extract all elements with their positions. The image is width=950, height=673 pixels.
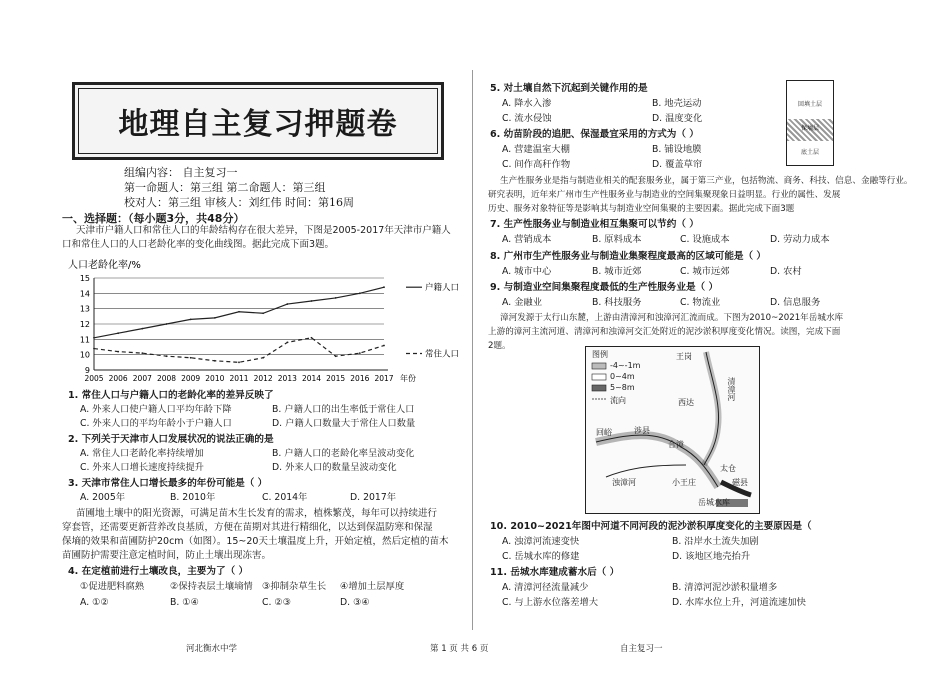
chart-point bbox=[166, 355, 168, 357]
map-place-wanggang: 王岗 bbox=[676, 352, 692, 361]
q4-item-4: ④增加土层厚度 bbox=[340, 581, 405, 592]
q2-option-a[interactable]: A. 常住人口老龄化率持续增加 bbox=[80, 448, 204, 459]
q1-option-d[interactable]: D. 户籍人口数量大于常住人口数量 bbox=[272, 418, 416, 429]
q4-item-1: ①促进肥料腐熟 bbox=[80, 581, 145, 592]
q8-option-c[interactable]: C. 城市远郊 bbox=[680, 266, 730, 277]
q6-option-b[interactable]: B. 铺设地膜 bbox=[652, 144, 702, 155]
map-place-xida: 西达 bbox=[678, 398, 694, 407]
chart-x-axis-label: 年份 bbox=[400, 374, 416, 383]
chart-point bbox=[238, 361, 240, 363]
intro3-line-1: 生产性服务业是指与制造业相关的配套服务业，属于第三产业，包括物流、商务、科技、信息、金融等行业。 bbox=[500, 176, 913, 186]
title-frame bbox=[72, 82, 444, 160]
map-place-zhuozhang: 浊漳河 bbox=[612, 478, 636, 487]
meta-line-1: 组编内容： 自主复习一 bbox=[124, 166, 238, 179]
q1-option-a[interactable]: A. 外来人口使户籍人口平均年龄下降 bbox=[80, 404, 232, 415]
chart-x-tick-label: 2008 bbox=[156, 374, 177, 383]
q9-option-d[interactable]: D. 信息服务 bbox=[770, 297, 821, 308]
intro2-line-4: 苗圃防护需要注意定植时间，防止土壤出现冻害。 bbox=[62, 550, 272, 561]
chart-point bbox=[335, 297, 337, 299]
q7-option-b[interactable]: B. 原料成本 bbox=[592, 234, 642, 245]
map-legend-1: -4~-1m bbox=[610, 361, 641, 370]
chart-x-tick-label: 2013 bbox=[277, 374, 297, 383]
q2-option-d[interactable]: D. 外来人口的数量呈波动变化 bbox=[272, 462, 397, 473]
q10-option-d[interactable]: D. 该地区地壳抬升 bbox=[672, 551, 751, 562]
map-place-shexian: 涉县 bbox=[634, 426, 650, 435]
footer-school: 河北衡水中学 bbox=[186, 644, 238, 654]
chart-x-tick-label: 2012 bbox=[253, 374, 273, 383]
q3-stem: 3. 天津市常住人口增长最多的年份可能是（ ） bbox=[68, 478, 268, 489]
chart-x-tick-label: 2014 bbox=[301, 374, 322, 383]
intro4-line-1: 漳河发源于太行山东麓，上游由清漳河和浊漳河汇流而成。下图为2010~2021年岳城水库 bbox=[500, 313, 844, 323]
q10-stem: 10. 2010~2021年图中河道不同河段的泥沙淤积厚度变化的主要原因是（ bbox=[490, 521, 812, 532]
map-legend-2: 0~4m bbox=[610, 372, 635, 381]
map-place-yuecheng: 岳城水库 bbox=[698, 498, 730, 507]
q4-option-a[interactable]: A. ①② bbox=[80, 597, 109, 608]
q7-option-d[interactable]: D. 劳动力成本 bbox=[770, 234, 830, 245]
q3-option-a[interactable]: A. 2005年 bbox=[80, 492, 126, 503]
intro1-line-2: 口和常住人口的人口老龄化率的变化曲线图。据此完成下面3题。 bbox=[62, 239, 335, 250]
chart-y-tick-label: 12 bbox=[79, 320, 90, 329]
q5-option-d[interactable]: D. 温度变化 bbox=[652, 113, 703, 124]
chart-point bbox=[214, 317, 216, 319]
q1-stem: 1. 常住人口与户籍人口的老龄化率的差异反映了 bbox=[68, 390, 274, 401]
q7-option-c[interactable]: C. 设施成本 bbox=[680, 234, 730, 245]
q4-item-2: ②保持表层土壤墒情 bbox=[170, 581, 253, 592]
chart-point bbox=[286, 342, 288, 344]
aging-rate-line-chart bbox=[62, 258, 472, 388]
chart-x-tick-label: 2009 bbox=[181, 374, 201, 383]
chart-point bbox=[311, 337, 313, 339]
chart-x-tick-label: 2017 bbox=[374, 374, 394, 383]
q4-option-d[interactable]: D. ③④ bbox=[340, 597, 370, 608]
q6-option-c[interactable]: C. 间作高秆作物 bbox=[502, 159, 571, 170]
river-sediment-map bbox=[585, 346, 760, 514]
chart-x-tick-label: 2011 bbox=[229, 374, 249, 383]
chart-point bbox=[190, 319, 192, 321]
q7-stem: 7. 生产性服务业与制造业相互集聚可以节约（ ） bbox=[490, 219, 699, 230]
chart-y-tick-label: 14 bbox=[79, 289, 90, 299]
q2-option-b[interactable]: B. 户籍人口的老龄化率呈波动变化 bbox=[272, 448, 415, 459]
chart-x-tick-label: 2005 bbox=[84, 374, 104, 383]
q6-option-a[interactable]: A. 营建温室大棚 bbox=[502, 144, 570, 155]
footer-tag: 自主复习一 bbox=[620, 644, 663, 654]
page-title: 地理自主复习押题卷 bbox=[118, 107, 398, 142]
soil-layer-bottom-label: 底土层 bbox=[800, 149, 819, 156]
chart-point bbox=[383, 286, 385, 288]
soil-layer-top-label: 回填土层 bbox=[797, 101, 822, 108]
q4-stem: 4. 在定植前进行土壤改良，主要为了（ ） bbox=[68, 566, 249, 577]
q10-option-a[interactable]: A. 浊漳河流速变快 bbox=[502, 536, 580, 547]
q3-option-b[interactable]: B. 2010年 bbox=[170, 492, 216, 503]
chart-point bbox=[262, 312, 264, 314]
q5-option-a[interactable]: A. 降水入渗 bbox=[502, 98, 552, 109]
q2-option-c[interactable]: C. 外来人口增长速度持续提升 bbox=[80, 462, 204, 473]
soil-profile-diagram bbox=[786, 80, 834, 166]
chart-y-tick-label: 15 bbox=[79, 274, 90, 283]
chart-point bbox=[383, 345, 385, 347]
soil-layer-mid-label: 保墒层 bbox=[800, 125, 819, 132]
q9-stem: 9. 与制造业空间集聚程度最低的生产性服务业是（ ） bbox=[490, 282, 719, 293]
chart-point bbox=[359, 292, 361, 294]
q3-option-c[interactable]: C. 2014年 bbox=[262, 492, 308, 503]
q1-option-c[interactable]: C. 外来人口的平均年龄小于户籍人口 bbox=[80, 418, 232, 429]
q9-option-a[interactable]: A. 金融业 bbox=[502, 297, 542, 308]
q5-option-b[interactable]: B. 地壳运动 bbox=[652, 98, 702, 109]
map-place-huiyu: 回峪 bbox=[596, 428, 612, 437]
q3-option-d[interactable]: D. 2017年 bbox=[350, 492, 397, 503]
map-legend-title: 图例 bbox=[592, 350, 608, 359]
q11-option-c[interactable]: C. 与上游水位落差增大 bbox=[502, 597, 599, 608]
chart-point bbox=[93, 348, 95, 350]
intro3-line-2: 研究表明，近年来广州市生产性服务业与制造业的空间集聚现象日益明显。行业的属性、发展 bbox=[488, 190, 841, 200]
q7-option-a[interactable]: A. 营销成本 bbox=[502, 234, 552, 245]
intro1-line-1: 天津市户籍人口和常住人口的年龄结构存在很大差异，下图是2005-2017年天津市户籍人 bbox=[76, 225, 451, 236]
map-place-qingzhang: 清漳河 bbox=[727, 377, 736, 401]
q10-option-b[interactable]: B. 沿岸水土流失加剧 bbox=[672, 536, 759, 547]
q11-option-b[interactable]: B. 清漳河泥沙淤积量增多 bbox=[672, 582, 778, 593]
map-legend-3: 5~8m bbox=[610, 383, 635, 392]
chart-point bbox=[93, 337, 95, 339]
q8-option-b[interactable]: B. 城市近郊 bbox=[592, 266, 642, 277]
q8-option-d[interactable]: D. 农村 bbox=[770, 266, 802, 277]
q11-stem: 11. 岳城水库建成蓄水后（ ） bbox=[490, 567, 620, 578]
chart-legend-label: 户籍人口 bbox=[425, 283, 460, 294]
chart-point bbox=[141, 328, 143, 330]
meta-line-3: 校对人：第三组 审核人：刘红伟 时间：第16周 bbox=[124, 196, 354, 209]
q4-option-c[interactable]: C. ②③ bbox=[262, 597, 292, 608]
map-place-cixian: 磁县 bbox=[732, 478, 748, 487]
q8-stem: 8. 广州市生产性服务业与制造业集聚程度最高的区域可能是（ ） bbox=[490, 251, 767, 262]
intro4-line-3: 2题。 bbox=[488, 341, 511, 351]
q11-option-d[interactable]: D. 水库水位上升，河道流速加快 bbox=[672, 597, 806, 608]
chart-point bbox=[214, 360, 216, 362]
chart-point bbox=[238, 311, 240, 313]
chart-point bbox=[117, 332, 119, 334]
chart-x-tick-label: 2010 bbox=[205, 374, 225, 383]
chart-point bbox=[286, 303, 288, 305]
chart-point bbox=[359, 352, 361, 354]
q9-option-c[interactable]: C. 物流业 bbox=[680, 297, 721, 308]
chart-series-line-2 bbox=[94, 338, 384, 363]
chart-y-tick-label: 9 bbox=[84, 366, 90, 375]
q2-stem: 2. 下列关于天津市人口发展状况的说法正确的是 bbox=[68, 434, 274, 445]
chart-x-tick-label: 2015 bbox=[326, 374, 346, 383]
map-place-taicang: 太仓 bbox=[720, 464, 736, 473]
chart-point bbox=[262, 357, 264, 359]
q4-option-b[interactable]: B. ①④ bbox=[170, 597, 199, 608]
chart-point bbox=[190, 357, 192, 359]
chart-y-tick-label: 13 bbox=[79, 304, 90, 314]
intro2-line-2: 穿套管，还需要更新营养改良基质，方便在苗期对其进行精细化，以达到保温防寒和保湿 bbox=[62, 522, 433, 533]
chart-point bbox=[335, 355, 337, 357]
q9-option-b[interactable]: B. 科技服务 bbox=[592, 297, 642, 308]
chart-y-tick-label: 10 bbox=[79, 350, 90, 360]
q4-item-3: ③抑制杂草生长 bbox=[262, 581, 327, 592]
q5-option-c[interactable]: C. 流水侵蚀 bbox=[502, 113, 552, 124]
chart-x-tick-label: 2006 bbox=[108, 374, 128, 383]
chart-legend-label: 常住人口 bbox=[425, 349, 460, 360]
intro2-line-3: 保墒的效果和苗圃防护20cm（如图）。15~20天土壤温度上升，开始定植，然后定植的苗木 bbox=[62, 536, 449, 547]
chart-y-axis-label: 人口老龄化率/% bbox=[68, 260, 141, 271]
chart-point bbox=[117, 351, 119, 353]
q11-option-a[interactable]: A. 清漳河径流量减少 bbox=[502, 582, 589, 593]
column-divider bbox=[472, 70, 473, 630]
map-place-hezhang: 合漳 bbox=[668, 440, 684, 449]
q6-stem: 6. 幼苗阶段的追肥、保湿最宜采用的方式为（ ） bbox=[490, 129, 699, 140]
chart-point bbox=[311, 300, 313, 302]
chart-point bbox=[141, 352, 143, 354]
footer-page-number: 第 1 页 共 6 页 bbox=[430, 644, 489, 654]
q8-option-a[interactable]: A. 城市中心 bbox=[502, 266, 552, 277]
section-heading: 一、选择题：（每小题3分，共48分） bbox=[62, 212, 245, 225]
meta-line-2: 第一命题人：第三组 第二命题人：第三组 bbox=[124, 181, 326, 194]
intro3-line-3: 历史、服务对象特征等是影响其与制造业空间集聚的主要因素。据此完成下面3题 bbox=[488, 204, 795, 214]
intro2-line-1: 苗圃地土壤中的阳光资源，可满足苗木生长发育的需求，植株繁茂，每年可以持续进行 bbox=[76, 508, 438, 519]
map-legend-4: 流向 bbox=[610, 396, 626, 405]
chart-x-tick-label: 2007 bbox=[132, 374, 152, 383]
chart-x-tick-label: 2016 bbox=[350, 374, 370, 383]
chart-y-tick-label: 11 bbox=[79, 335, 90, 345]
q6-option-d[interactable]: D. 覆盖草帘 bbox=[652, 159, 703, 170]
intro4-line-2: 上游的漳河主流河道、清漳河和浊漳河交汇处附近的泥沙淤积厚度变化情况。读图，完成下面 bbox=[488, 327, 841, 337]
q1-option-b[interactable]: B. 户籍人口的出生率低于常住人口 bbox=[272, 404, 415, 415]
q5-stem: 5. 对土壤自然下沉起到关键作用的是 bbox=[490, 83, 648, 94]
map-place-xiaowangzhuang: 小王庄 bbox=[672, 478, 696, 487]
chart-point bbox=[166, 323, 168, 325]
q10-option-c[interactable]: C. 岳城水库的修建 bbox=[502, 551, 580, 562]
